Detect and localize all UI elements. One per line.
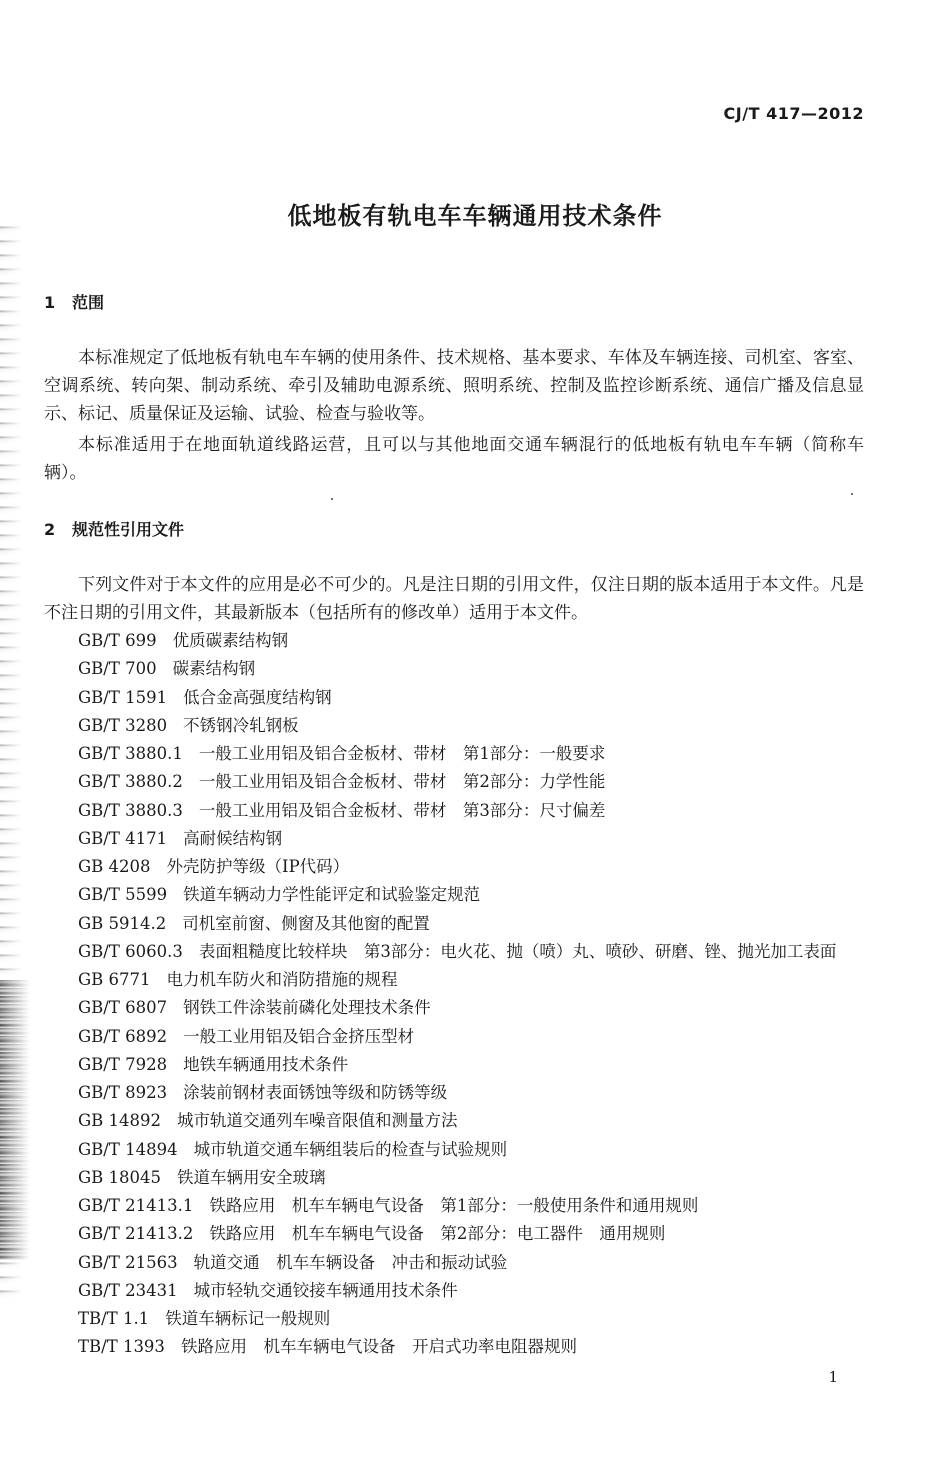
reference-code: GB/T 14894 [78, 1139, 178, 1159]
reference-title: 城市轨道交通车辆组装后的检查与试验规则 [193, 1139, 508, 1159]
reference-title: 高耐候结构钢 [183, 828, 283, 848]
reference-code: GB/T 8923 [78, 1083, 168, 1102]
scope-paragraph-1: 本标准规定了低地板有轨电车车辆的使用条件、技术规格、基本要求、车体及车辆连接、司机室、客室、空调系统、转向架、制动系统、牵引及辅助电源系统、照明系统、控制及监控诊断系统、通信广播及信息显示、标记、质量保证及运输、试验、检查与验收等。 [44, 348, 864, 424]
reference-item [78, 655, 836, 683]
reference-code: GB/T 3880.2 [78, 772, 183, 792]
reference-code: GB/T 6060.3 [78, 941, 183, 961]
section-title: 规范性引用文件 [72, 520, 185, 539]
reference-title: 电力机车防火和消防措施的规程 [166, 970, 398, 989]
reference-code: GB 18045 [78, 1167, 162, 1187]
reference-item [78, 938, 836, 966]
reference-list [78, 627, 836, 1362]
reference-title: 一般工业用铝及铝合金板材、带材 第1部分：一般要求 [198, 744, 606, 763]
reference-item [78, 1192, 836, 1220]
reference-code: GB/T 700 [78, 659, 157, 679]
reference-code: GB/T 21413.1 [78, 1196, 194, 1215]
reference-code: GB/T 23431 [78, 1280, 178, 1300]
section-title: 范围 [72, 293, 105, 312]
reference-code: GB/T 699 [78, 631, 157, 650]
reference-title: 表面粗糙度比较样块 第3部分：电火花、抛（喷）丸、喷砂、研磨、锉、抛光加工表面 [198, 941, 837, 961]
reference-item [78, 881, 836, 909]
reference-title: 地铁车辆通用技术条件 [183, 1054, 349, 1074]
reference-item [78, 825, 836, 853]
reference-title: 涂装前钢材表面锈蚀等级和防锈等级 [183, 1083, 448, 1102]
reference-title: 低合金高强度结构钢 [183, 687, 332, 707]
standard-code: CJ/T 417—2012 [723, 104, 864, 123]
reference-title: 优质碳素结构钢 [172, 631, 289, 650]
reference-code: GB 14892 [78, 1111, 162, 1131]
reference-item [78, 684, 836, 712]
reference-item [78, 1023, 836, 1051]
reference-title: 铁路应用 机车车辆电气设备 开启式功率电阻器规则 [180, 1337, 577, 1357]
reference-code: GB/T 3880.3 [78, 800, 183, 820]
reference-item [78, 1277, 836, 1305]
reference-code: GB/T 21413.2 [78, 1224, 194, 1244]
reference-code: GB 5914.2 [78, 913, 167, 933]
reference-item [78, 768, 836, 796]
reference-title: 碳素结构钢 [172, 659, 256, 679]
reference-item [78, 853, 836, 881]
reference-item [78, 740, 836, 768]
section-number: 2 [44, 520, 56, 539]
reference-title: 一般工业用铝及铝合金挤压型材 [183, 1026, 415, 1046]
reference-title: 铁道车辆用安全玻璃 [177, 1167, 326, 1187]
section-heading-scope [44, 290, 104, 313]
reference-title: 铁路应用 机车车辆电气设备 第2部分：电工器件 通用规则 [209, 1224, 666, 1244]
reference-code: GB/T 5599 [78, 885, 168, 905]
reference-title: 轨道交通 机车车辆设备 冲击和振动试验 [193, 1252, 508, 1272]
scan-speck [851, 493, 853, 495]
scan-speck [331, 498, 333, 500]
reference-item [78, 1051, 836, 1079]
reference-title: 城市轻轨交通铰接车辆通用技术条件 [193, 1280, 458, 1300]
reference-item [78, 1136, 836, 1164]
reference-item [78, 712, 836, 740]
reference-item [78, 1305, 836, 1333]
reference-item [78, 994, 836, 1022]
reference-title: 钢铁工件涂装前磷化处理技术条件 [183, 998, 431, 1018]
reference-item [78, 966, 836, 994]
reference-title: 铁道车辆动力学性能评定和试验鉴定规范 [183, 885, 481, 905]
reference-item [78, 1107, 836, 1135]
section-heading-normative-references [44, 517, 184, 540]
section-number: 1 [44, 293, 56, 312]
reference-code: GB/T 21563 [78, 1252, 178, 1272]
page-number: 1 [828, 1368, 838, 1386]
reference-item [78, 1079, 836, 1107]
document-title: 低地板有轨电车车辆通用技术条件 [287, 202, 663, 230]
reference-code: TB/T 1.1 [78, 1309, 150, 1328]
reference-code: GB/T 3280 [78, 715, 168, 735]
reference-title: 城市轨道交通列车噪音限值和测量方法 [177, 1111, 458, 1131]
reference-title: 不锈钢冷轧钢板 [183, 715, 299, 735]
reference-title: 铁道车辆标记一般规则 [165, 1309, 331, 1328]
reference-title: 一般工业用铝及铝合金板材、带材 第3部分：尺寸偏差 [198, 800, 606, 820]
reference-code: GB/T 1591 [78, 687, 168, 707]
reference-item [78, 627, 836, 655]
reference-item [78, 1164, 836, 1192]
reference-item [78, 797, 836, 825]
reference-item [78, 1220, 836, 1248]
reference-code: GB/T 3880.1 [78, 744, 183, 763]
reference-code: GB/T 6892 [78, 1026, 168, 1046]
reference-code: GB/T 7928 [78, 1054, 168, 1074]
references-intro-paragraph: 下列文件对于本文件的应用是必不可少的。凡是注日期的引用文件，仅注日期的版本适用于本文件。凡是不注日期的引用文件，其最新版本（包括所有的修改单）适用于本文件。 [44, 575, 864, 623]
scope-paragraph-2: 本标准适用于在地面轨道线路运营，且可以与其他地面交通车辆混行的低地板有轨电车车辆（简称车辆）。 [44, 435, 864, 483]
reference-item [78, 1333, 836, 1361]
reference-title: 一般工业用铝及铝合金板材、带材 第2部分：力学性能 [198, 772, 606, 792]
reference-title: 司机室前窗、侧窗及其他窗的配置 [182, 913, 430, 933]
reference-title: 铁路应用 机车车辆电气设备 第1部分：一般使用条件和通用规则 [209, 1196, 699, 1215]
reference-item [78, 910, 836, 938]
reference-code: GB 4208 [78, 857, 151, 876]
scan-shadow-dense [0, 980, 30, 1260]
reference-title: 外壳防护等级（IP代码） [166, 857, 350, 876]
reference-code: GB/T 6807 [78, 998, 168, 1018]
reference-item [78, 1249, 836, 1277]
reference-code: GB 6771 [78, 970, 151, 989]
reference-code: GB/T 4171 [78, 828, 168, 848]
reference-code: TB/T 1393 [78, 1337, 165, 1357]
